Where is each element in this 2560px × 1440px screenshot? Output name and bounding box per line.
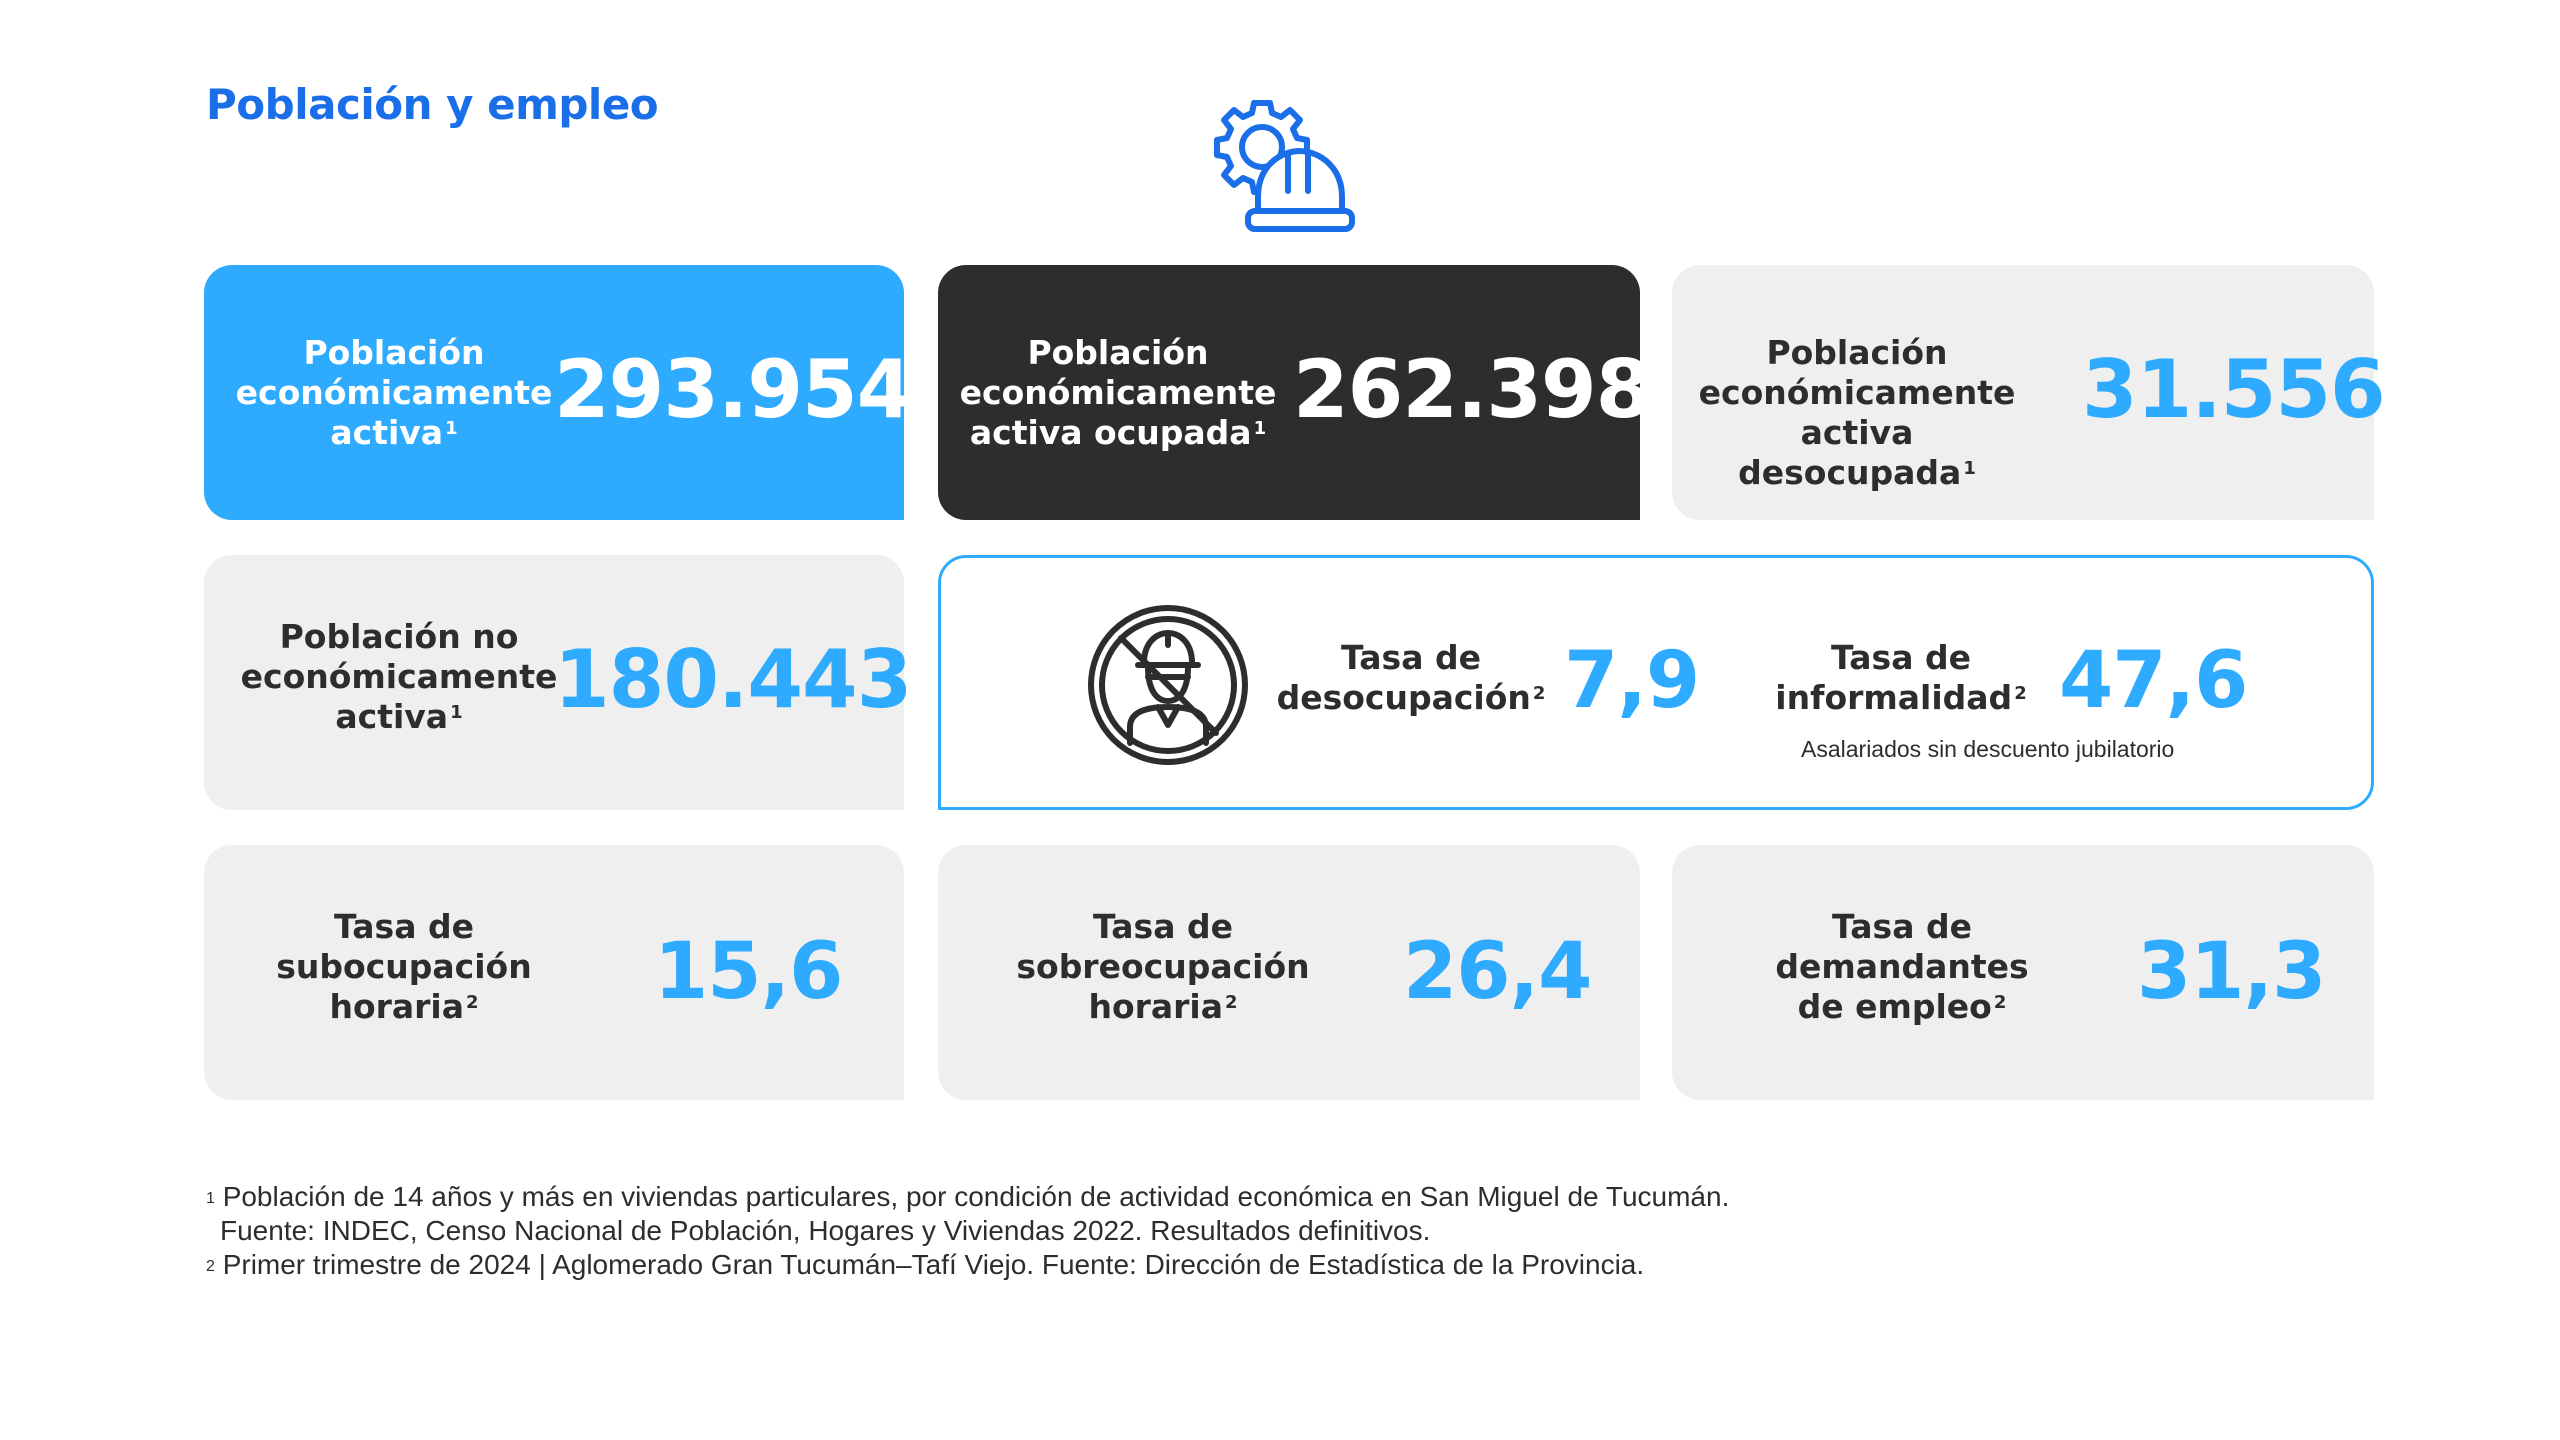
card-demandantes-label: Tasa de demandantes de empleo $^2$	[1775, 907, 2029, 1026]
card-pea	[204, 265, 912, 520]
card-sobreocupacion-value: 26,4	[1403, 927, 1592, 1017]
card-pea-ocupada-label: Población económicamente activa ocupada $^1$	[959, 333, 1277, 452]
card-demandantes-value: 31,3	[2137, 927, 2326, 1017]
footnote-1: $^1$ Población de 14 años y más en viviendas particulares, por condición de actividad económica en San Miguel de Tucumán.	[206, 1181, 1730, 1212]
card-pea-desocupada-label: Población económicamente activa desocupada $^1$	[1698, 333, 2016, 492]
card-pea-value: 293.954	[554, 343, 912, 436]
card-subocupacion-value: 15,6	[654, 927, 843, 1017]
card-pea-ocupada-value: 262.398	[1293, 343, 1651, 436]
card-desocupacion-label: Tasa de desocupación $^2$	[1276, 638, 1546, 717]
card-informalidad-label: Tasa de informalidad $^2$	[1775, 638, 2027, 717]
footnote-2: $^2$ Primer trimestre de 2024 | Aglomerado Gran Tucumán–Tafí Viejo. Fuente: Dirección de Estadística de la Provincia.	[206, 1249, 1645, 1280]
card-pea-desocupada-value: 31.556	[2082, 343, 2385, 436]
card-pnea-label: Población no económicamente activa $^1$	[240, 617, 558, 736]
informalidad-note: Asalariados sin descuento jubilatorio	[1801, 736, 2175, 762]
footnotes	[206, 1180, 1729, 1282]
footnote-1-source: Fuente: INDEC, Censo Nacional de Población, Hogares y Viviendas 2022. Resultados definitivos.	[220, 1215, 1431, 1246]
card-pea-desocupada	[1672, 265, 2385, 520]
card-sobreocupacion	[938, 845, 1640, 1100]
card-pea-label: Población económicamente activa $^1$	[235, 333, 553, 452]
page-title: Población y empleo	[206, 80, 659, 129]
card-pnea	[204, 555, 912, 810]
card-sobreocupacion-label: Tasa de sobreocupación horaria $^2$	[1016, 907, 1310, 1026]
card-subocupacion-label: Tasa de subocupación horaria $^2$	[276, 907, 532, 1026]
card-subocupacion	[204, 845, 904, 1100]
card-demandantes	[1672, 845, 2374, 1100]
card-desocupacion-value: 7,9	[1564, 636, 1700, 726]
gear-hardhat-icon	[1210, 95, 1360, 240]
card-informalidad-value: 47,6	[2059, 636, 2248, 726]
card-pnea-value: 180.443	[554, 633, 912, 726]
no-worker-icon	[1086, 603, 1251, 768]
card-pea-ocupada	[938, 265, 1651, 520]
rates-box	[938, 555, 2374, 810]
